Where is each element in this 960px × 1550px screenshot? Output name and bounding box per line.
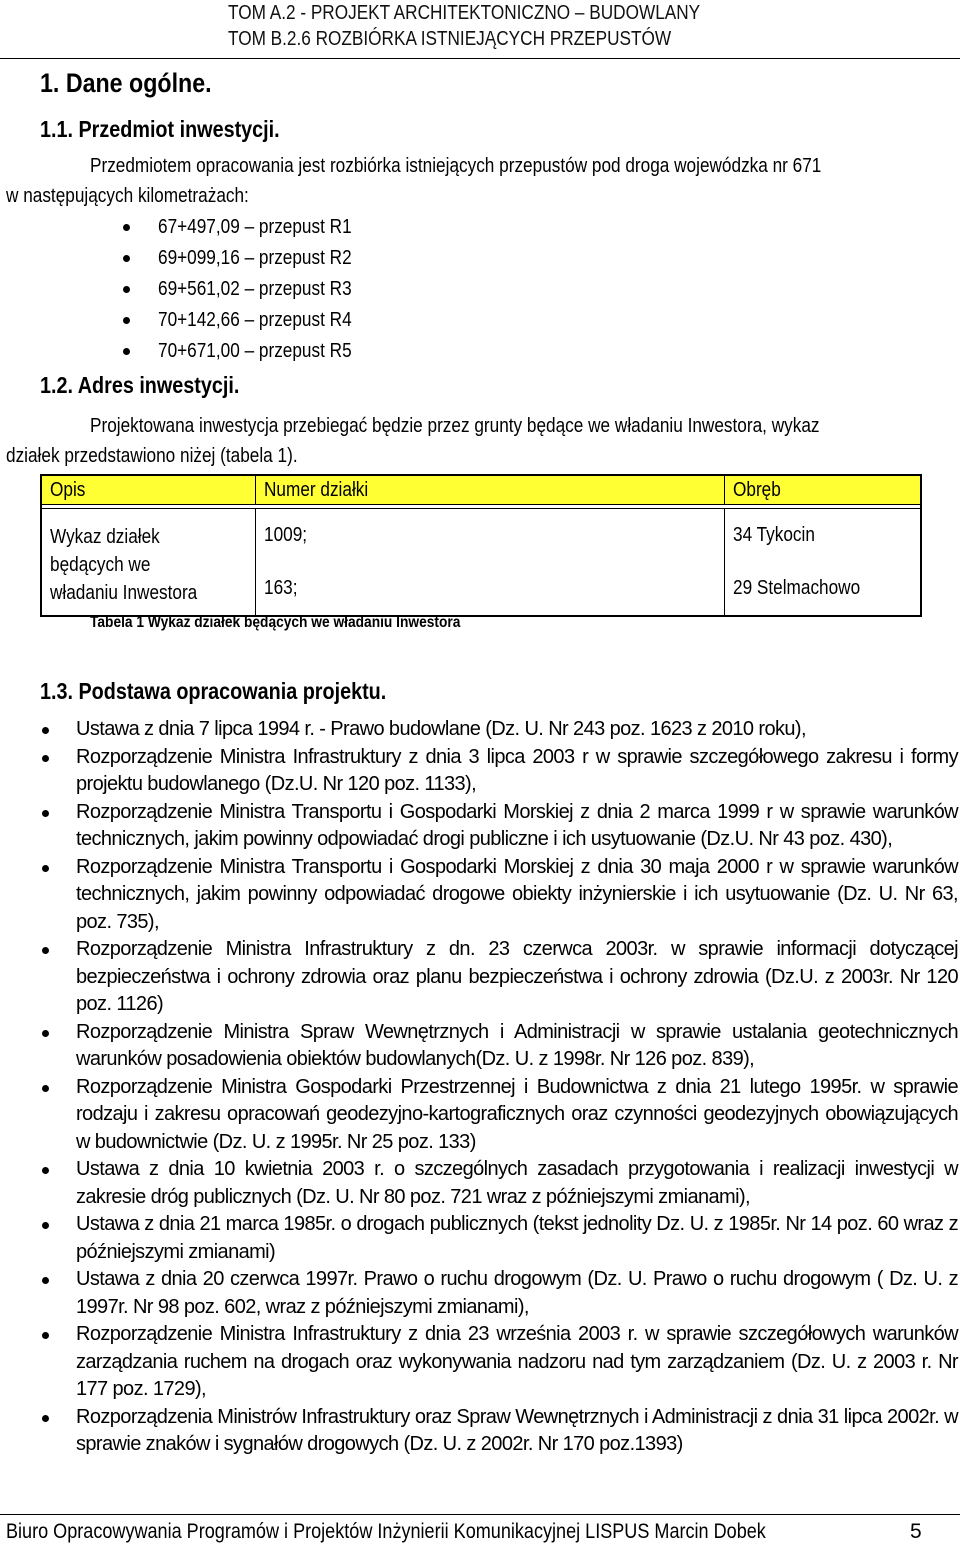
list-item: 70+671,00 – przepust R5	[118, 336, 383, 367]
list-item: 67+497,09 – przepust R1	[118, 212, 383, 243]
header-volume-b: TOM B.2.6 ROZBIÓRKA ISTNIEJĄCYCH PRZEPUSTÓW	[228, 28, 672, 50]
list-item: Rozporządzenie Ministra Infrastruktury z dn. 23 czerwca 2003r. w sprawie informacji dotyczącej bezpieczeństwa i ochrony zdrowia oraz planu bezpieczeństwa i ochrony zdrowia (Dz.U. z 2003r. Nr 120 poz. 1126)	[40, 936, 958, 1019]
list-item: Rozporządzenie Ministra Transportu i Gospodarki Morskiej z dnia 2 marca 1999 r w sprawie warunków technicznych, jakim powinny odpowiadać drogi publiczne i ich usytuowanie (Dz.U. Nr 43 poz. 430),	[40, 799, 958, 854]
page-number: 5	[910, 1520, 922, 1543]
list-item: Ustawa z dnia 7 lipca 1994 r. - Prawo budowlane (Dz. U. Nr 243 poz. 1623 z 2010 roku),	[40, 716, 958, 744]
list-item: Rozporządzenie Ministra Spraw Wewnętrznych i Administracji w sprawie ustalania geotechnicznych warunków posadowienia obiektów budowlanych(Dz. U. z 1998r. Nr 126 poz. 839),	[40, 1019, 958, 1074]
column-header-description: Opis	[42, 476, 256, 505]
table-cell-plot: 163;	[256, 562, 725, 615]
table-cell-description: Wykaz działek będących we władaniu Inwestora	[42, 509, 256, 615]
intro-line-1: Przedmiotem opracowania jest rozbiórka istniejących przepustów pod droga wojewódzka nr 671	[90, 155, 822, 177]
list-item: Rozporządzenia Ministrów Infrastruktury oraz Spraw Wewnętrznych i Administracji z dnia 31 lipca 2002r. w sprawie znaków i sygnałów drogowych (Dz. U. z 2002r. Nr 170 poz.1393)	[40, 1404, 958, 1459]
table-cell-precinct: 29 Stelmachowo	[733, 577, 861, 599]
legal-basis-list	[40, 716, 958, 1459]
list-item: Rozporządzenie Ministra Infrastruktury z dnia 23 września 2003 r. w sprawie szczegółowych warunków zarządzania ruchem na drogach oraz wykonywania nadzoru nad tym zarządzaniem (Dz. U. z 2003 r. Nr 177 poz. 1729),	[40, 1321, 958, 1404]
footer-company: Biuro Opracowywania Programów i Projektów Inżynierii Komunikacyjnej LISPUS Marcin Dobek	[6, 1520, 766, 1543]
list-item: 70+142,66 – przepust R4	[118, 305, 383, 336]
column-header-precinct: Obręb	[725, 476, 920, 505]
section-1-1-heading: 1.1. Przedmiot inwestycji.	[40, 116, 280, 142]
list-item: Ustawa z dnia 20 czerwca 1997r. Prawo o ruchu drogowym (Dz. U. Prawo o ruchu drogowym ( Dz. U. z 1997r. Nr 98 poz. 602, wraz z późniejszymi zmianami),	[40, 1266, 958, 1321]
address-line-2: działek przedstawiono niżej (tabela 1).	[6, 445, 298, 467]
table-header-row	[42, 476, 920, 505]
section-1-heading: 1. Dane ogólne.	[40, 68, 212, 98]
culvert-list	[118, 212, 383, 367]
intro-line-2: w następujących kilometrażach:	[6, 185, 249, 207]
list-item: Rozporządzenie Ministra Infrastruktury z dnia 3 lipca 2003 r w sprawie szczegółowego zakresu i formy projektu budowlanego (Dz.U. Nr 120 poz. 1133),	[40, 744, 958, 799]
column-header-plot-number: Numer działki	[256, 476, 725, 505]
list-item: 69+099,16 – przepust R2	[118, 243, 383, 274]
footer-divider	[0, 1514, 960, 1515]
table-row	[42, 509, 920, 562]
address-line-1: Projektowana inwestycja przebiegać będzie przez grunty będące we władaniu Inwestora, wykaz	[90, 415, 820, 437]
list-item: Ustawa z dnia 21 marca 1985r. o drogach publicznych (tekst jednolity Dz. U. z 1985r. Nr 14 poz. 60 wraz z późniejszymi zmianami)	[40, 1211, 958, 1266]
header-divider	[0, 58, 960, 59]
table-cell-precinct: 34 Tykocin	[733, 524, 815, 546]
table-caption: Tabela 1 Wykaz działek będących we władaniu Inwestora	[90, 614, 461, 631]
header-volume-a: TOM A.2 - PROJEKT ARCHITEKTONICZNO – BUDOWLANY	[228, 2, 701, 24]
section-1-2-heading: 1.2. Adres inwestycji.	[40, 372, 240, 398]
list-item: 69+561,02 – przepust R3	[118, 274, 383, 305]
list-item: Ustawa z dnia 10 kwietnia 2003 r. o szczególnych zasadach przygotowania i realizacji inwestycji w zakresie dróg publicznych (Dz. U. Nr 80 poz. 721 wraz z późniejszymi zmianami),	[40, 1156, 958, 1211]
section-1-3-heading: 1.3. Podstawa opracowania projektu.	[40, 678, 387, 704]
list-item: Rozporządzenie Ministra Transportu i Gospodarki Morskiej z dnia 30 maja 2000 r w sprawie warunków technicznych, jakim powinny odpowiadać drogowe obiekty inżynierskie i ich usytuowanie (Dz. U. Nr 63, poz. 735),	[40, 854, 958, 937]
list-item: Rozporządzenie Ministra Gospodarki Przestrzennej i Budownictwa z dnia 21 lutego 1995r. w sprawie rodzaju i zakresu opracowań geodezyjno-kartograficznych oraz czynności geodezyjnych obowiązujących w budownictwie (Dz. U. z 1995r. Nr 25 poz. 133)	[40, 1074, 958, 1157]
plots-table	[40, 474, 922, 617]
table-cell-plot: 1009;	[256, 509, 725, 562]
